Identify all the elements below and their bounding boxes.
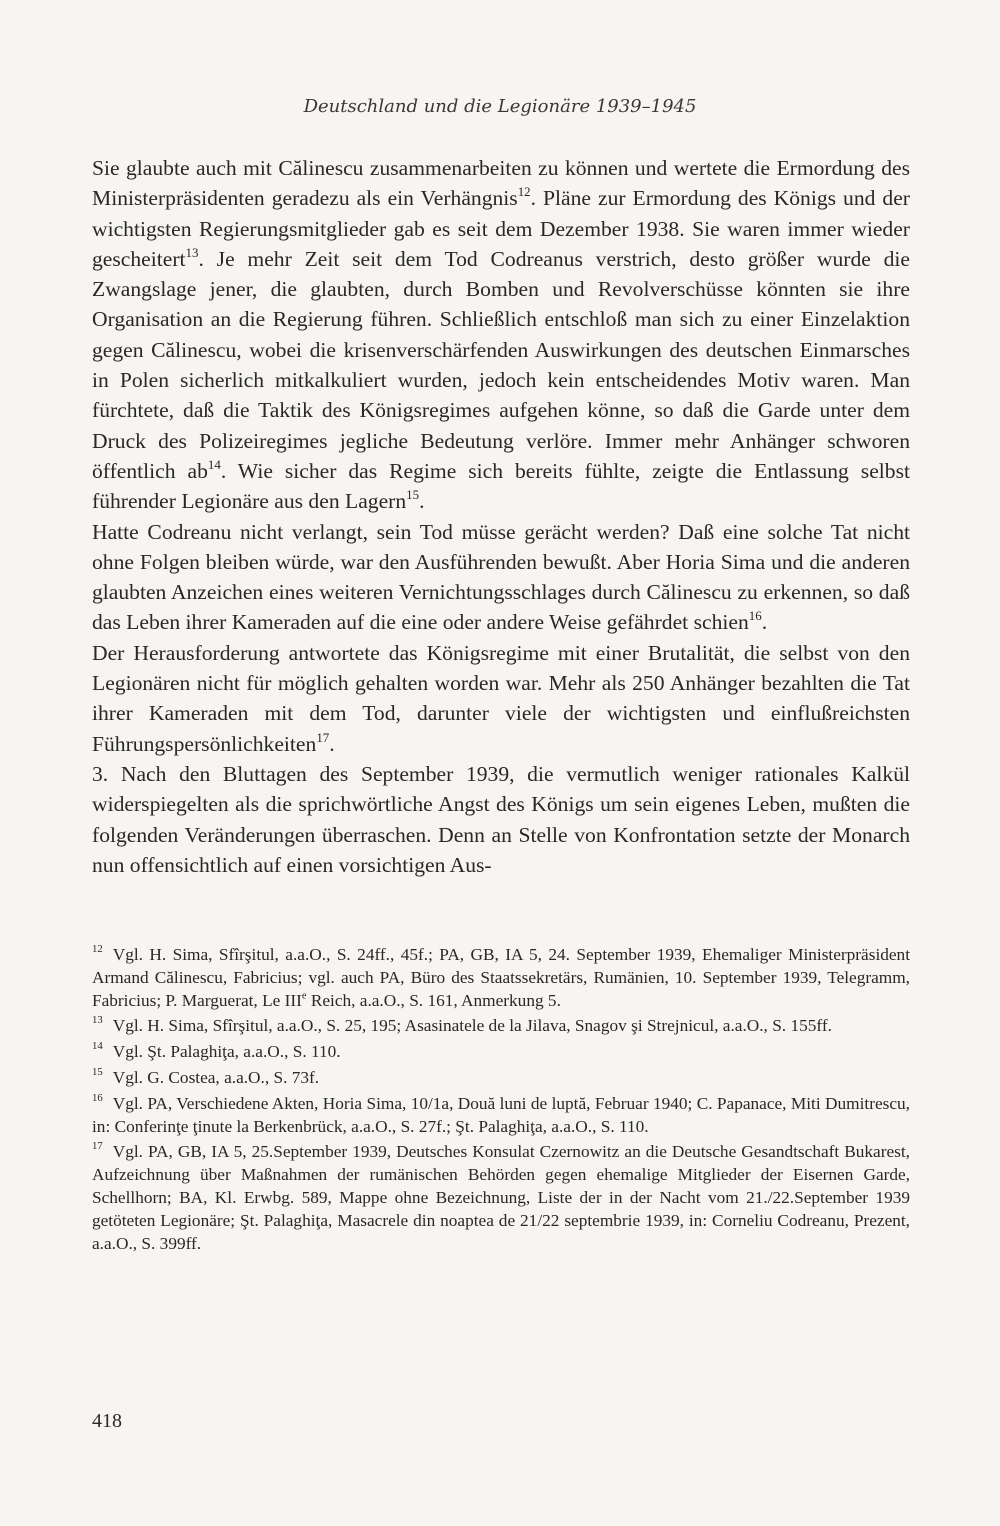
text-run: . [329,731,335,756]
footnote-reference: e [301,990,307,1002]
body-paragraph [92,759,910,880]
footnote-number: 12 [92,942,103,955]
footnote-reference: 16 [748,608,762,624]
footnote-reference: 14 [207,456,221,472]
footnote-15 [92,1067,910,1090]
running-head: Deutschland und die Legionäre 1939–1945 [303,96,697,117]
text-run: Vgl. H. Sima, Sfîrşitul, a.a.O., S. 25, 195; Asasinatele de la Jilava, Snagov şi Strejnicul, a.a.O., S. 155ff. [112,1016,832,1036]
footnote-14 [92,1041,910,1064]
text-run: . Je mehr Zeit seit dem Tod Codreanus verstrich, desto größer wurde die Zwangslage jener, die glaubten, durch Bomben und Revolverschüsse könnten sie ihre Organisation an die Regierung führen. Schließlich entschloß man sich zu einer Einzelaktion gegen Călinescu, wobei die krisenverschärfenden Auswirkungen des deutschen Einmarsches in Polen sicherlich mitkalkuliert wurden, jedoch kein entscheidendes Motiv waren. Man fürchtete, daß die Taktik des Königsregimes aufgehen könne, so daß die Garde unter dem Druck des Polizeiregimes jegliche Bedeutung verlöre. Immer mehr Anhänger schworen öffentlich ab [92,246,910,483]
footnote-reference: 17 [316,729,330,745]
text-run: . [419,489,425,514]
footnote-reference: 15 [406,487,420,503]
footnote-number: 14 [92,1040,103,1053]
text-run: . [761,610,768,635]
text-run: Sie glaubte auch mit Călinescu zusammenarbeiten zu können und wertete die Ermordung des Ministerpräsidenten geradezu als ein Verhängnis [92,156,910,211]
text-run: Der Herausforderung antwortete das Königsregime mit einer Brutalität, die selbst von den Legionären nicht für möglich gehalten worden war. Mehr als 250 Anhänger bezahlten die Tat ihrer Kameraden mit dem Tod, darunter viele der wichtigsten und einflußreichsten Führungspersönlichkeiten [92,640,910,756]
footnotes [92,944,910,1258]
footnote-number: 13 [92,1014,103,1027]
text-run: . Wie sicher das Regime sich bereits fühlte, zeigte die Entlassung selbst führender Legionäre aus den Lagern [92,458,910,514]
text-run: Vgl. G. Costea, a.a.O., S. 73f. [112,1067,320,1087]
text-run: Reich, a.a.O., S. 161, Anmerkung 5. [306,990,561,1010]
text-run: 3. Nach den Bluttagen des September 1939, die vermutlich weniger rationales Kalkül widerspiegelten als die sprichwörtliche Angst des Königs um sein eigenes Leben, mußten die folgenden Veränderungen überraschen. Denn an Stelle von Konfrontation setzte der Monarch nun offensichtlich auf einen vorsichtigen Aus- [92,761,910,877]
footnote-reference: 13 [185,244,199,260]
page-number: 418 [92,1410,122,1432]
body-paragraph [92,638,910,759]
body-paragraph [92,517,910,638]
text-run: Vgl. PA, GB, IA 5, 25.September 1939, Deutsches Konsulat Czernowitz an die Deutsche Gesandtschaft Bukarest, Aufzeichnung über Maßnahmen der rumänischen Behörden gegen ehemalige Mitglieder der Eisernen Garde, Schellhorn; BA, Kl. Erwbg. 589, Mappe ohne Bezeichnung, Liste der in der Nacht vom 21./22.September 1939 getöteten Legionäre; Şt. Palaghiţa, Masacrele din noaptea de 21/22 septembrie 1939, in: Corneliu Codreanu, Prezent, a.a.O., S. 399ff. [92,1142,910,1253]
footnote-reference: 12 [517,184,531,200]
footnote-13 [92,1015,910,1038]
body-text [92,153,910,880]
footnote-number: 17 [92,1140,103,1153]
text-run: Vgl. Şt. Palaghiţa, a.a.O., S. 110. [112,1042,341,1062]
body-paragraph [92,153,910,517]
footnote-16 [92,1093,910,1139]
footnote-number: 15 [92,1065,103,1078]
footnote-17 [92,1141,910,1255]
text-run: Vgl. H. Sima, Sfîrşitul, a.a.O., S. 24ff., 45f.; PA, GB, IA 5, 24. September 1939, Ehemaliger Ministerpräsident Armand Călinescu, Fabricius; vgl. auch PA, Büro des Staatssekretärs, Rumänien, 10. September 1939, Telegramm, Fabricius; P. Marguerat, Le III [92,945,910,1010]
text-run: . Pläne zur Ermordung des Königs und der wichtigsten Regierungsmitglieder gab es seit dem Dezember 1938. Sie waren immer wieder gescheitert [92,186,910,271]
text-run: Vgl. PA, Verschiedene Akten, Horia Sima, 10/1a, Două luni de luptă, Februar 1940; C. Papanace, Miti Dumitrescu, in: Conferinţe ţinute la Berkenbrück, a.a.O., S. 27f.; Şt. Palaghiţa, a.a.O., S. 110. [92,1093,910,1136]
text-run: Hatte Codreanu nicht verlangt, sein Tod müsse gerächt werden? Daß eine solche Tat nicht ohne Folgen bleiben würde, war den Ausführenden bewußt. Aber Horia Sima und die anderen glaubten Anzeichen eines weiteren Vernichtungsschlages durch Călinescu zu erkennen, so daß das Leben ihrer Kameraden auf die eine oder andere Weise gefährdet schien [92,519,910,635]
footnote-12 [92,944,910,1012]
footnote-number: 16 [92,1091,103,1104]
